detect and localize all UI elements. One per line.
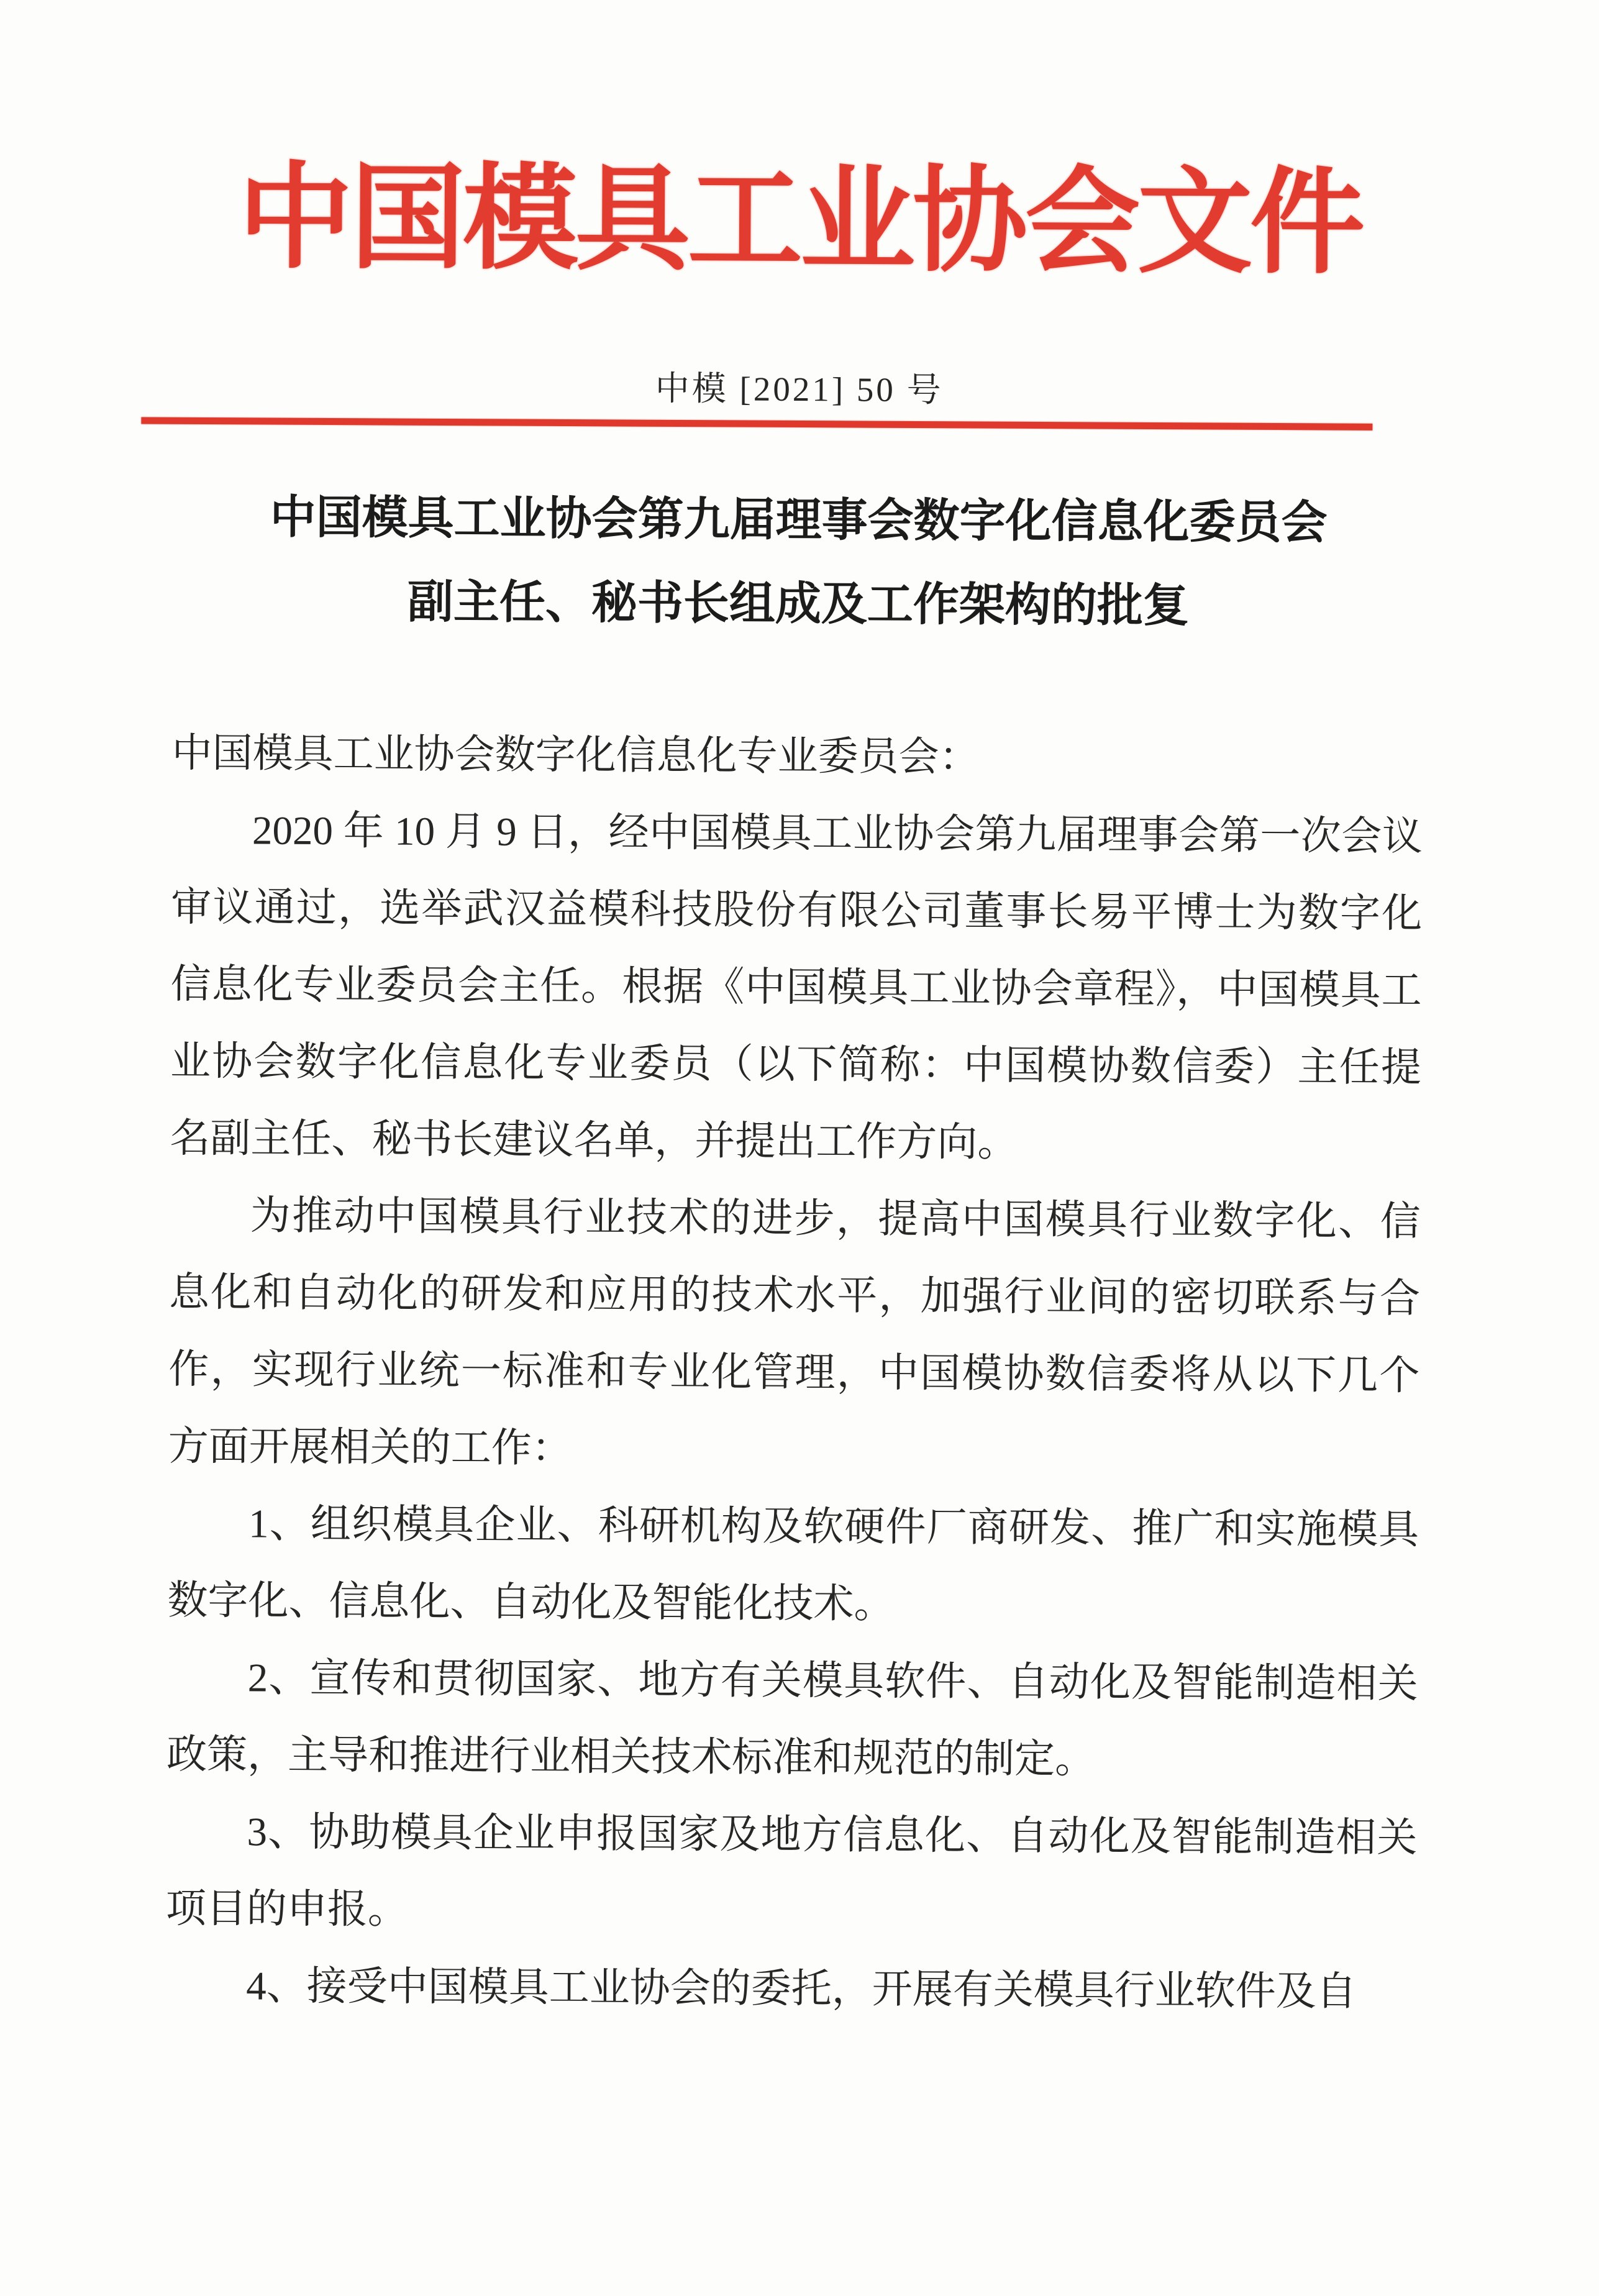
paragraph: 2、宣传和贯彻国家、地方有关模具软件、自动化及智能制造相关政策，主导和推进行业相关技术标准和规范的制定。 — [166, 1656, 1418, 1782]
paragraph: 1、组织模具企业、科研机构及软硬件厂商研发、推广和实施模具数字化、信息化、自动化及智能化技术。 — [167, 1501, 1419, 1627]
letterhead-title: 中国模具工业协会文件 — [237, 155, 1363, 288]
paragraph: 2020 年 10 月 9 日，经中国模具工业协会第九届理事会第一次会议审议通过，选举武汉益模科技股份有限公司董事长易平博士为数字化信息化专业委员会主任。根据《中国模具工业协会章程》，中国模具工业协会数字化信息化专业委员（以下简称：中国模协数信委）主任提名副主任、秘书长建议名单，并提出工作方向。 — [170, 808, 1423, 1165]
document-body — [165, 715, 1423, 2031]
document-title-line2: 副主任、秘书长组成及工作架构的批复 — [407, 576, 1190, 632]
paragraph: 为推动中国模具行业技术的进步，提高中国模具行业数字化、信息化和自动化的研发和应用的技术水平，加强行业间的密切联系与合作，实现行业统一标准和专业化管理，中国模协数信委将从以下几个方面开展相关的工作： — [168, 1193, 1421, 1472]
paragraph: 4、接受中国模具工业协会的委托，开展有关模具行业软件及自 — [246, 1964, 1357, 2015]
red-divider-line — [141, 417, 1372, 430]
document-title — [0, 475, 1598, 650]
doc-number: 中模 [2021] 50 号 — [655, 369, 944, 409]
document-title-line1: 中国模具工业协会第九届理事会数字化信息化委员会 — [270, 492, 1328, 549]
scanned-content — [0, 155, 1599, 2031]
salutation: 中国模具工业协会数字化信息化专业委员会： — [171, 731, 980, 780]
paragraph: 3、协助模具企业申报国家及地方信息化、自动化及智能制造相关项目的申报。 — [165, 1810, 1418, 1933]
